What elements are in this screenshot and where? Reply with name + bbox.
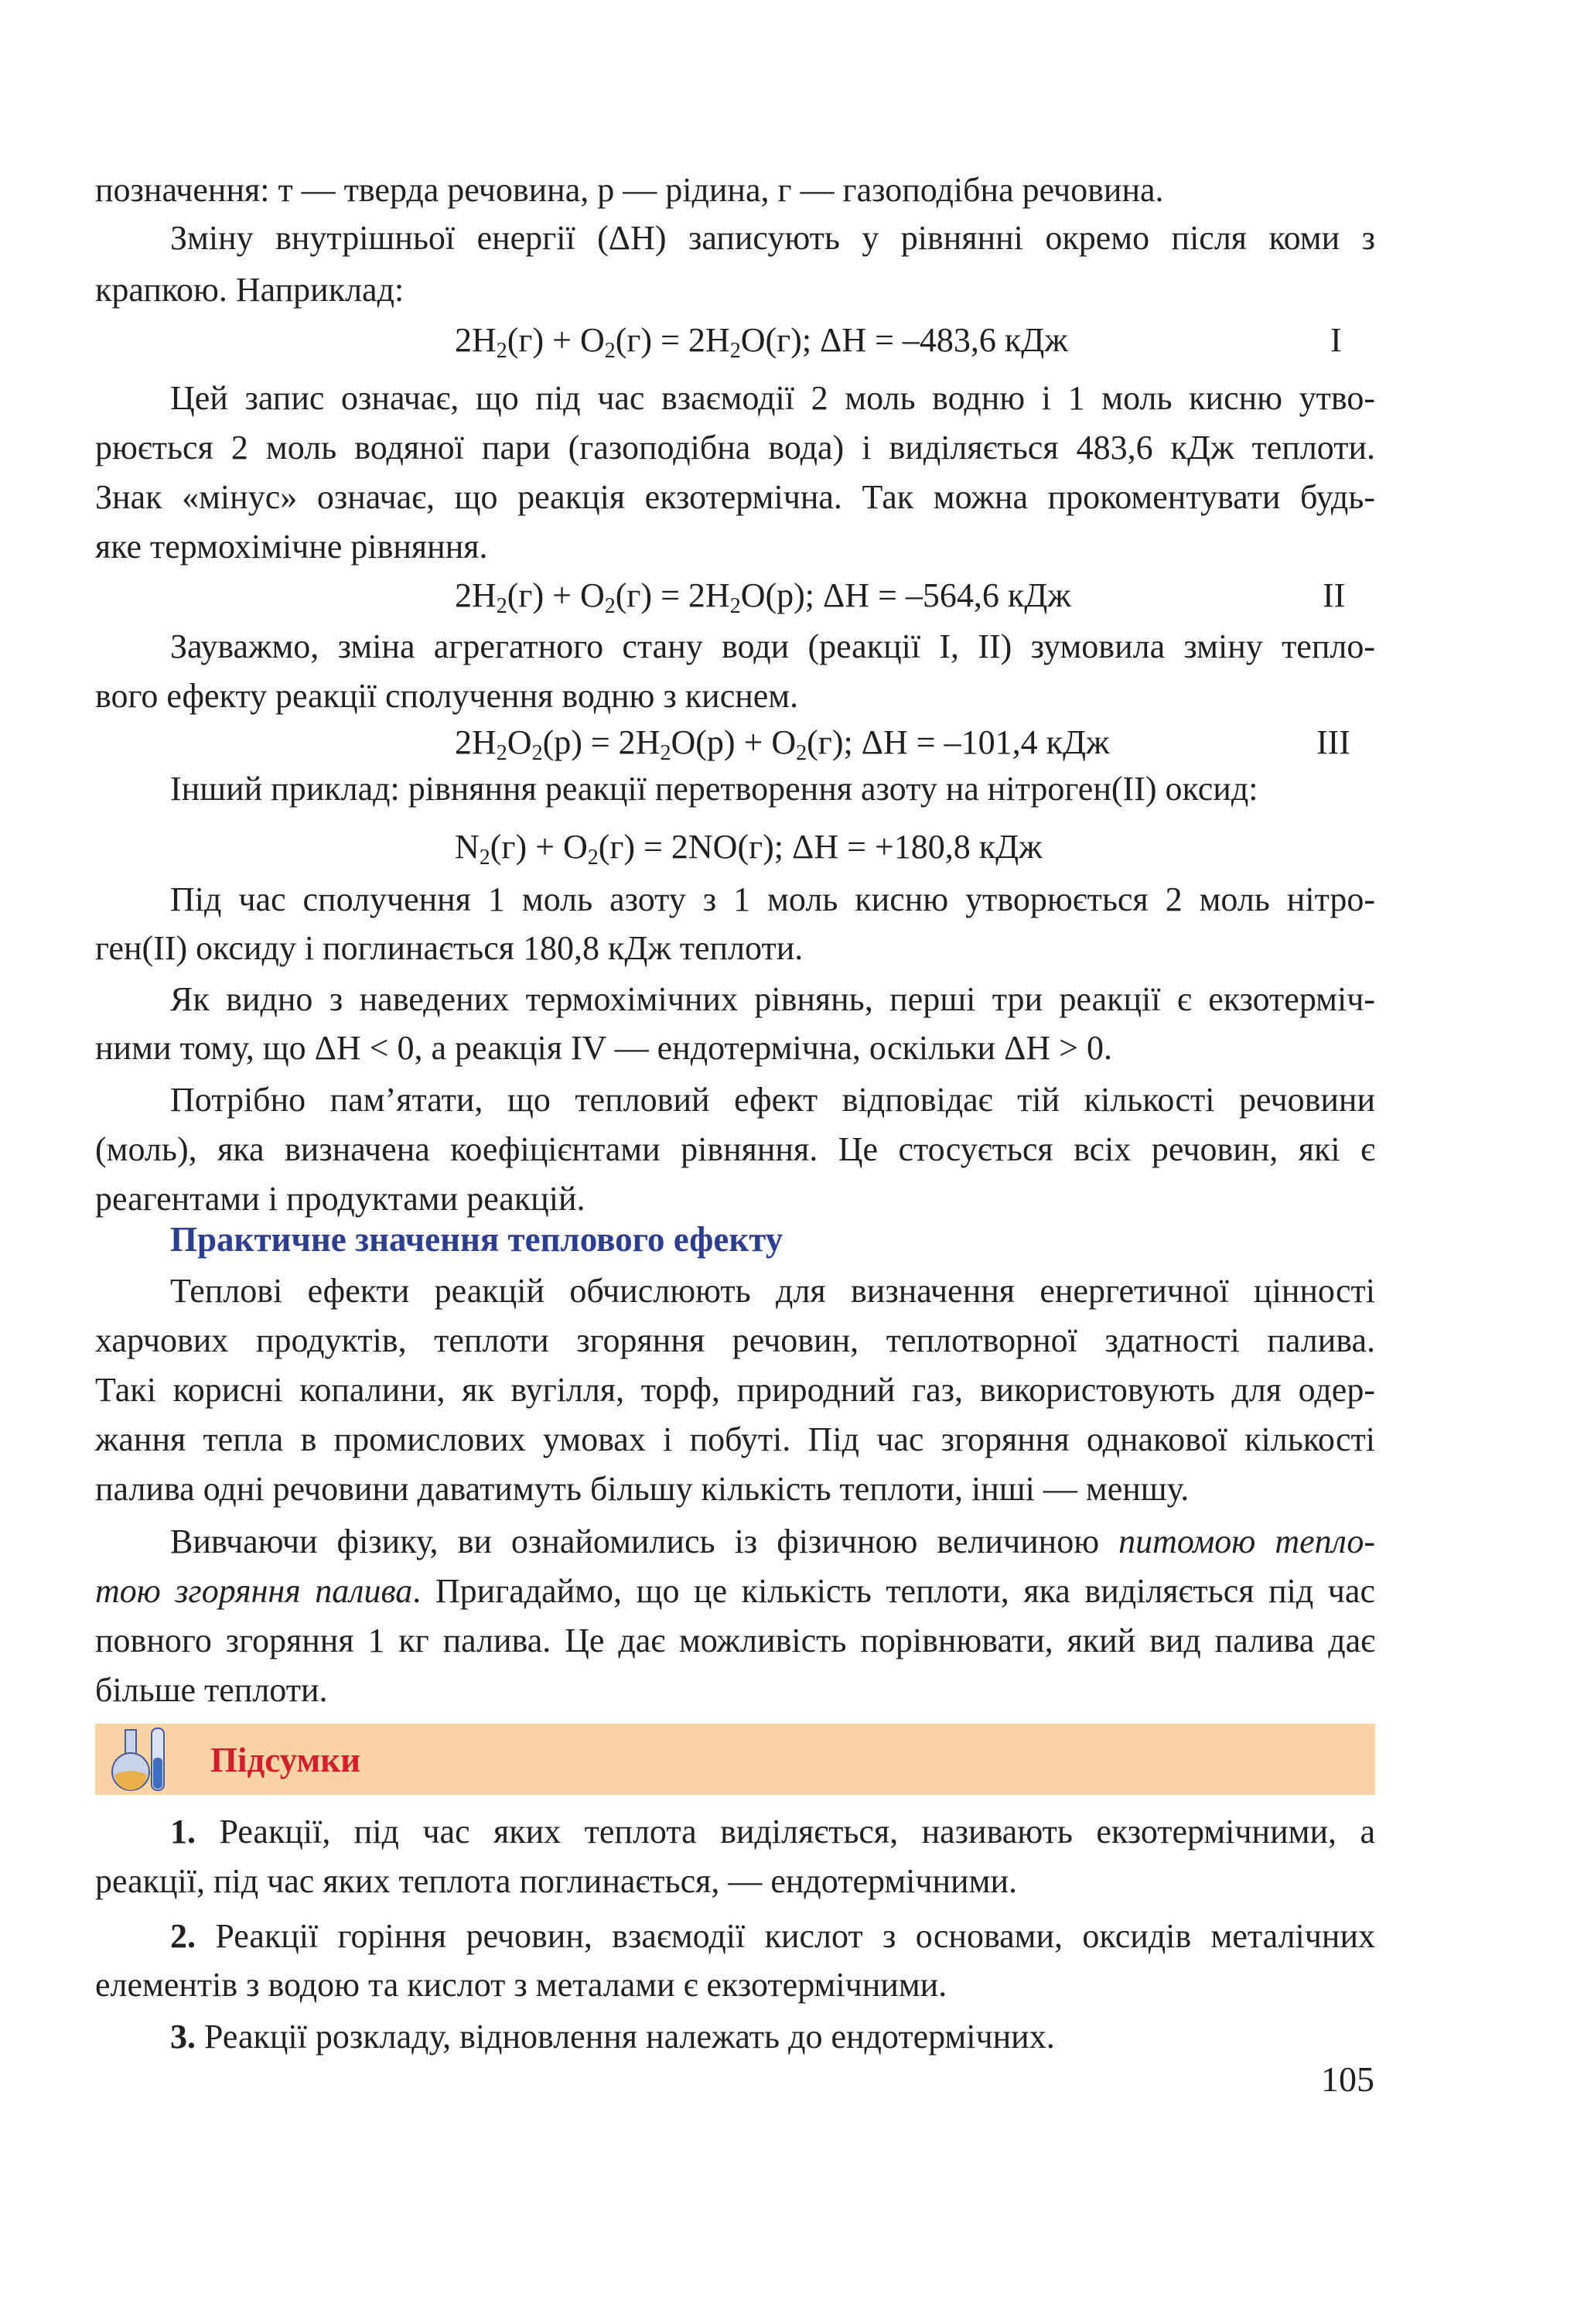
text-line: Теплові ефекти реакцій обчислюють для визначення енергетичної цінності xyxy=(170,1272,1375,1310)
text-line: Знак «мінус» означає, що реакція екзотермічна. Так можна прокоментувати будь- xyxy=(95,478,1375,516)
equation-number: I xyxy=(1330,321,1342,359)
text-line: Як видно з наведених термохімічних рівнянь, перші три реакції є екзотерміч- xyxy=(170,980,1375,1018)
section-heading: Практичне значення теплового ефекту xyxy=(170,1220,783,1259)
text-line: харчових продуктів, теплоти згоряння речовин, теплотворної здатності палива. xyxy=(95,1321,1375,1359)
text-line: Вивчаючи фізику, ви ознайомились із фізичною величиною питомою тепло- xyxy=(170,1523,1375,1560)
summary-item-3: 3. Реакції розкладу, відновлення належать до ендотермічних. xyxy=(170,2018,1055,2056)
text-line: рюється 2 моль водяної пари (газоподібна вода) і виділяється 483,6 кДж теплоти. xyxy=(95,429,1375,467)
text-line: Під час сполучення 1 моль азоту з 1 моль кисню утворюється 2 моль нітро- xyxy=(170,880,1375,918)
text-line: елементів з водою та кислот з металами є екзотермічними. xyxy=(95,1966,947,2004)
equation-number: III xyxy=(1316,723,1350,761)
equation-2: $2H_2(г) + O_2(г) = 2H_2O(р)$; ΔH = –564,6 кДж xyxy=(455,576,1071,618)
text-line: позначення: т — тверда речовина, р — рідина, г — газоподібна речовина. xyxy=(95,171,1164,209)
text-line: ними тому, що ΔH < 0, а реакція IV — ендотермічна, оскільки ΔH > 0. xyxy=(95,1029,1112,1067)
flask-icon xyxy=(108,1727,178,1795)
text-line: (моль), яка визначена коефіцієнтами рівняння. Це стосується всіх речовин, які є xyxy=(95,1130,1375,1168)
text-line: жання тепла в промислових умовах і побуті. Під час згоряння однакової кількості xyxy=(95,1420,1375,1458)
text-line: реагентами і продуктами реакцій. xyxy=(95,1180,585,1218)
text-line: яке термохімічне рівняння. xyxy=(95,528,488,566)
equation-3: $2H_2O_2(р) = 2H_2O(р) + O_2(г)$; ΔH = –101,4 кДж xyxy=(455,723,1110,765)
equation-1: $2H_2(г) + O_2(г) = 2H_2O(г)$; ΔH = –483,6 кДж xyxy=(455,321,1068,363)
text-line: ген(ІІ) оксиду і поглинається 180,8 кДж теплоти. xyxy=(95,929,804,967)
text-line: більше теплоти. xyxy=(95,1671,328,1709)
text-line: Зміну внутрішньої енергії (ΔH) записують у рівнянні окремо після коми з xyxy=(170,219,1375,257)
page-number: 105 xyxy=(1321,2059,1374,2099)
summary-item-1: 1. Реакції, під час яких теплота виділяється, називають екзотермічними, а xyxy=(170,1813,1375,1851)
text-line: реакції, під час яких теплота поглинається, — ендотермічними. xyxy=(95,1862,1017,1900)
text-line: Цей запис означає, що під час взаємодії 2 моль водню і 1 моль кисню утво- xyxy=(170,379,1375,417)
text-line: вого ефекту реакції сполучення водню з киснем. xyxy=(95,677,799,715)
summary-item-2: 2. Реакції горіння речовин, взаємодії кислот з основами, оксидів металічних xyxy=(170,1917,1375,1955)
summary-title: Підсумки xyxy=(210,1741,361,1779)
text-line: Такі корисні копалини, як вугілля, торф, природний газ, використовують для одер- xyxy=(95,1371,1375,1409)
text-line: тою згоряння палива. Пригадаймо, що це кількість теплоти, яка виділяється під час xyxy=(95,1572,1375,1610)
text-line: повного згоряння 1 кг палива. Це дає можливість порівнювати, який вид палива дає xyxy=(95,1622,1375,1659)
equation-4: $N_2(г) + O_2(г) = 2NO(г)$; ΔH = +180,8 кДж xyxy=(455,828,1043,870)
text-line: палива одні речовини даватимуть більшу кількість теплоти, інші — меншу. xyxy=(95,1470,1190,1508)
text-line: крапкою. Наприклад: xyxy=(95,271,405,309)
text-line: Зауважмо, зміна агрегатного стану води (реакції I, II) зумовила зміну тепло- xyxy=(170,627,1375,665)
equation-number: II xyxy=(1323,576,1346,614)
text-line: Інший приклад: рівняння реакції перетворення азоту на нітроген(ІІ) оксид: xyxy=(170,770,1258,808)
text-line: Потрібно пам’ятати, що тепловий ефект відповідає тій кількості речовини xyxy=(170,1081,1375,1119)
